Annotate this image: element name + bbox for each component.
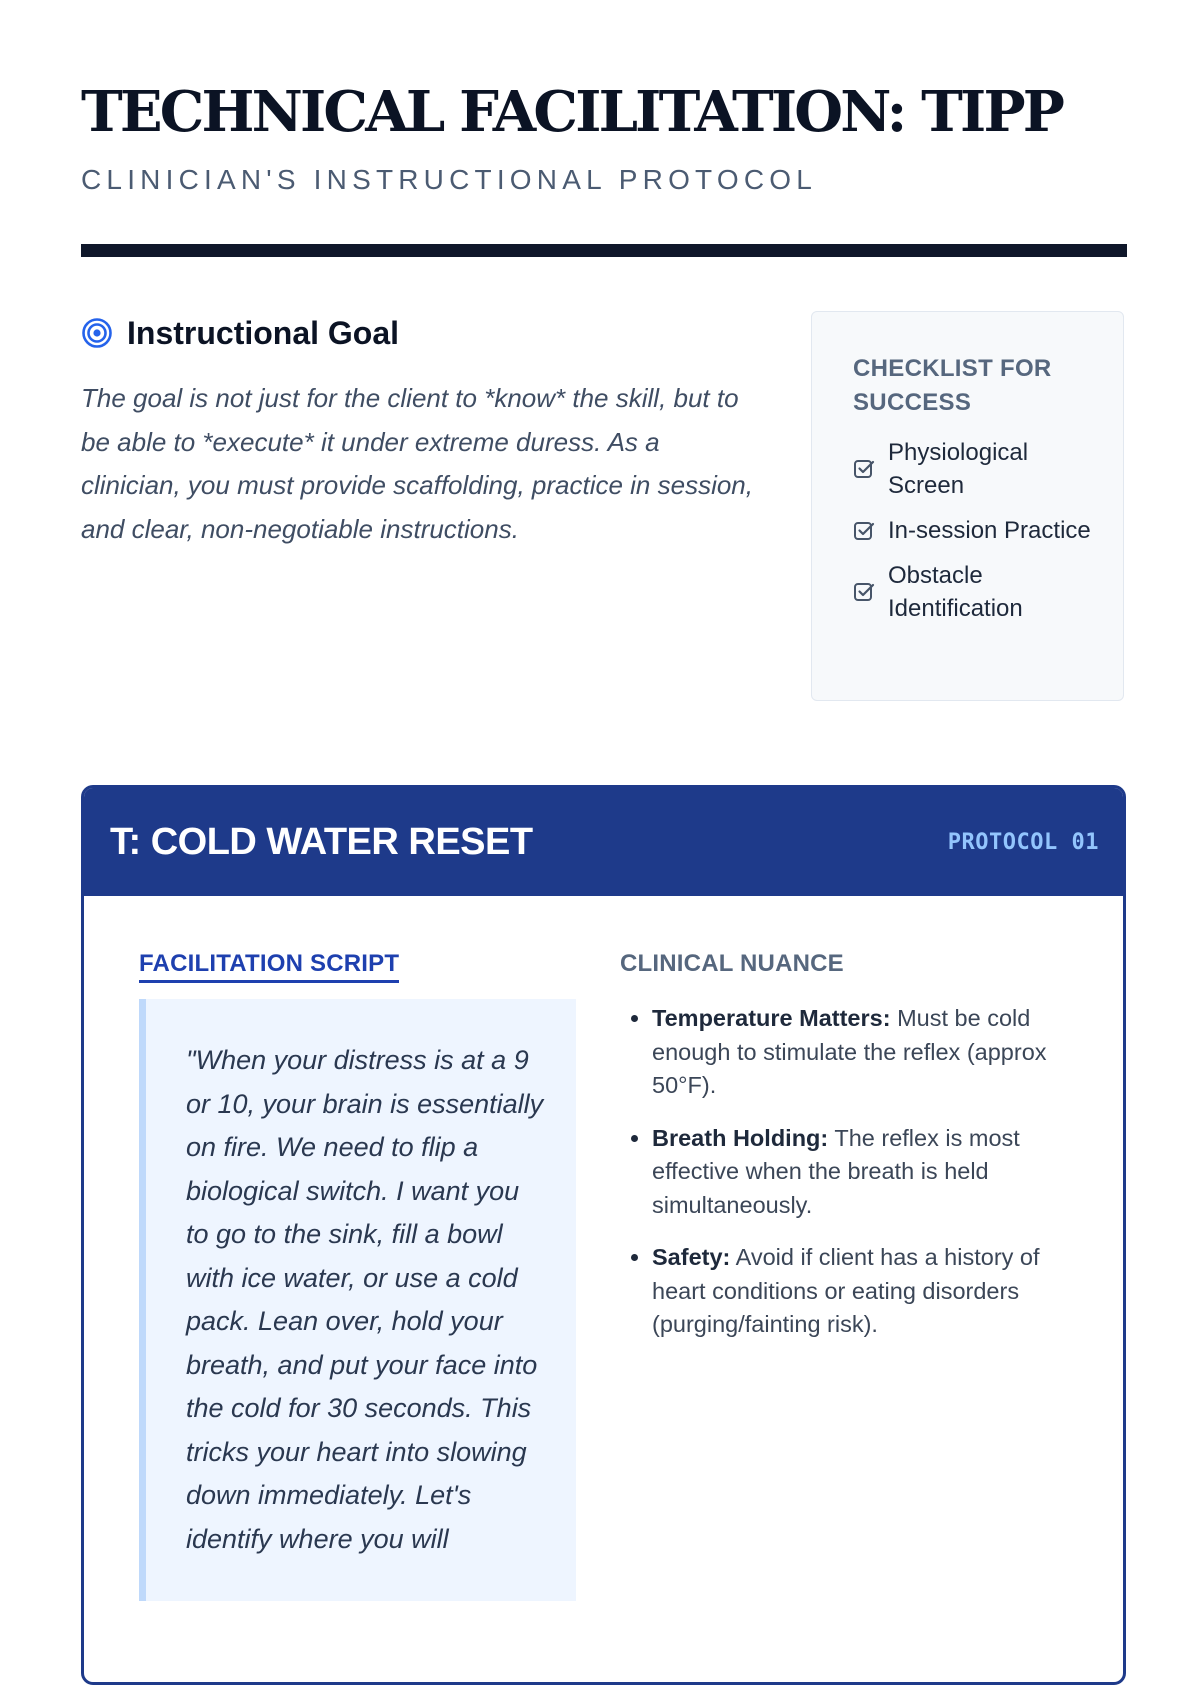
nuance-text: Avoid if client has a history of heart conditions or eating disorders (purging/fainting risk). [652, 1244, 1040, 1337]
target-icon [81, 317, 113, 349]
protocol-code: PROTOCOL 01 [947, 829, 1099, 855]
nuance-item [652, 1122, 1060, 1223]
protocol-title: T: COLD WATER RESET [110, 820, 533, 863]
protocol-header [84, 788, 1123, 896]
nuance-label: CLINICAL NUANCE [620, 950, 844, 977]
header-divider [81, 244, 1127, 257]
facilitation-script: "When your distress is at a 9 or 10, your brain is essentially on fire. We need to flip a biological switch. I want you to go to the sink, fill a bowl with ice water, or use a cold pack. Lean over, hold your breath, and put your face into the cold for 30 seconds. This tricks your heart into slowing down immediately. Let's identify where you will [139, 999, 576, 1601]
nuance-list [620, 1002, 1060, 1342]
goal-section [81, 311, 1098, 731]
checklist-title: CHECKLIST FOR SUCCESS [853, 355, 1052, 416]
nuance-item [652, 1241, 1060, 1342]
checkbox-check-icon [853, 581, 875, 603]
nuance-term: Safety: [652, 1244, 731, 1270]
checklist-item [853, 514, 1093, 547]
checklist-item [853, 559, 1093, 625]
checklist-item-label: Obstacle Identification [888, 562, 1023, 622]
nuance-text: The reflex is most effective when the breath is held simultaneously. [652, 1124, 1020, 1218]
checklist-item-label: In-session Practice [888, 517, 1091, 544]
checklist-item [853, 436, 1093, 502]
nuance-item [652, 1002, 1060, 1103]
page-title: TECHNICAL FACILITATION: TIPP [81, 79, 1063, 145]
page-subtitle: CLINICIAN'S INSTRUCTIONAL PROTOCOL [81, 164, 818, 195]
document-header [81, 0, 1098, 257]
protocol-card [81, 785, 1126, 1685]
checkbox-check-icon [853, 520, 875, 542]
nuance-text: Must be cold enough to stimulate the reflex (approx 50°F). [652, 1005, 1047, 1098]
goal-heading [81, 311, 761, 355]
script-label: FACILITATION SCRIPT [139, 950, 399, 983]
goal-title: Instructional Goal [127, 314, 400, 351]
script-column [139, 950, 576, 1601]
nuance-column [620, 950, 1060, 1361]
goal-text: The goal is not just for the client to *know* the skill, but to be able to *execute* it under extreme duress. As a clinician, you must provide scaffolding, practice in session, and clear, non-negotiable instructions. [81, 383, 753, 544]
checklist-list [853, 436, 1093, 625]
checkbox-check-icon [853, 458, 875, 480]
nuance-term: Temperature Matters: [652, 1005, 891, 1031]
nuance-term: Breath Holding: [652, 1124, 829, 1151]
instructional-goal [81, 311, 761, 577]
checklist-item-label: Physiological Screen [888, 439, 1029, 499]
checklist-panel [811, 311, 1124, 701]
